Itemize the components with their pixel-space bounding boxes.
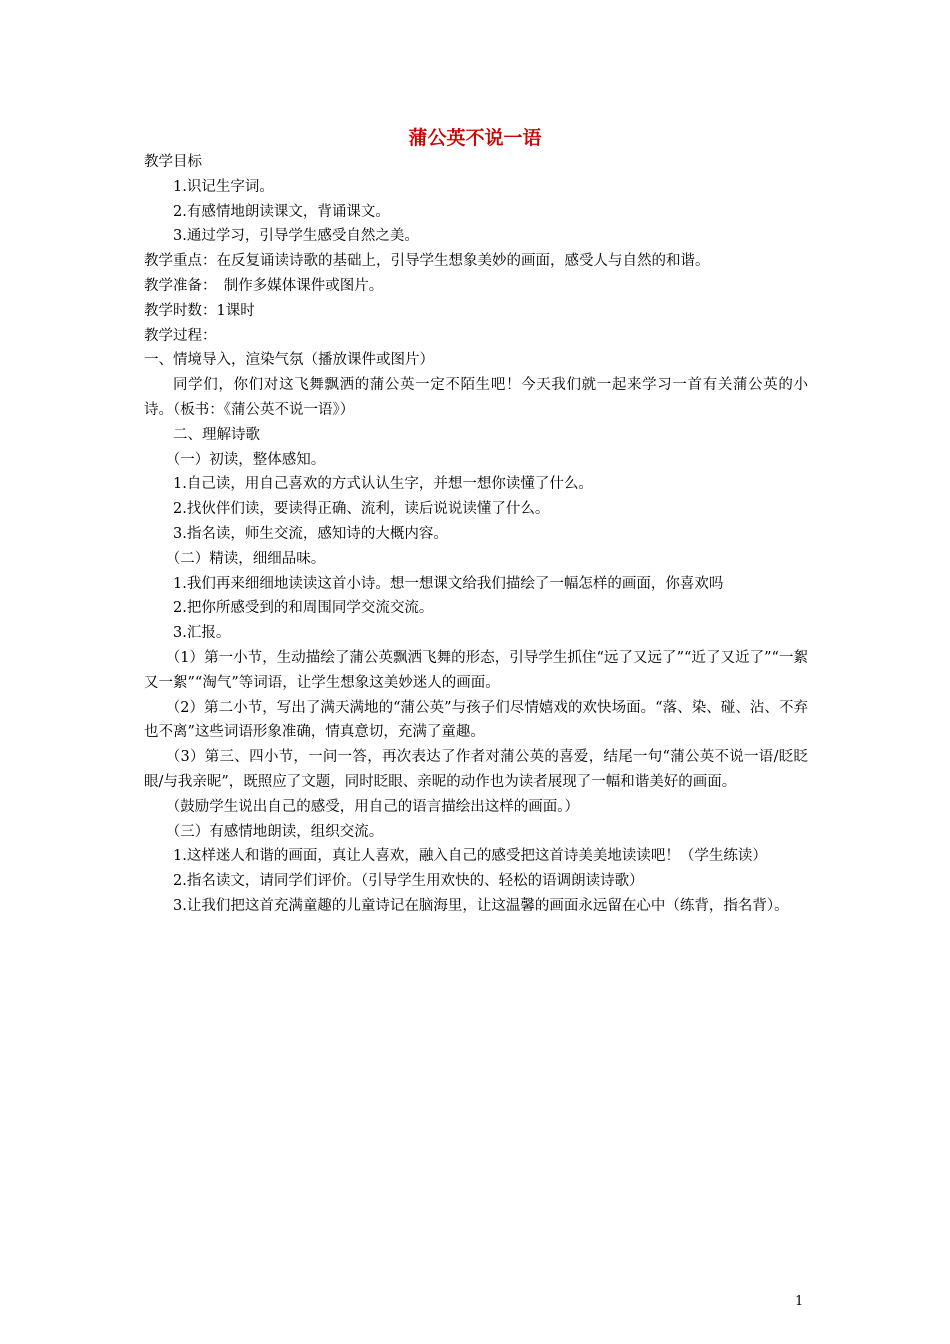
objective-item: 2.有感情地朗读课文，背诵课文。 — [173, 203, 390, 220]
list-item: 2.找伙伴们读，要读得正确、流利，读后说说读懂了什么。 — [173, 501, 550, 518]
sub-heading: （三）有感情地朗读，组织交流。 — [165, 823, 384, 840]
objective-item: 1.识记生字词。 — [173, 178, 274, 195]
paragraph: （鼓励学生说出自己的感受，用自己的语言描绘出这样的画面。） — [165, 798, 579, 815]
preparation-line: 教学准备： 制作多媒体课件或图片。 — [144, 277, 384, 294]
document-body — [144, 150, 808, 919]
sub-heading: （二）精读，细细品味。 — [165, 550, 326, 567]
document-title: 蒲公英不说一语 — [408, 127, 542, 149]
section-heading-process: 教学过程： — [144, 327, 217, 344]
list-item: 1.自己读，用自己喜欢的方式认认生字，并想一想你读懂了什么。 — [173, 476, 593, 493]
paragraph: （1）第一小节，生动描绘了蒲公英飘洒飞舞的形态，引导学生抓住“远了又远了”“近了又近了”“一絮又一絮”“淘气”等词语，让学生想象这美妙迷人的画面。 — [144, 649, 808, 691]
list-item: 2.指名读文，请同学们评价。（引导学生用欢快的、轻松的语调朗读诗歌） — [173, 873, 644, 890]
step-heading: 二、理解诗歌 — [173, 426, 260, 443]
list-item: 3.汇报。 — [173, 625, 231, 642]
list-item: 2.把你所感受到的和周围同学交流交流。 — [173, 600, 434, 617]
key-points-line: 教学重点：在反复诵读诗歌的基础上，引导学生想象美妙的画面，感受人与自然的和谐。 — [144, 253, 710, 270]
paragraph: 同学们，你们对这飞舞飘洒的蒲公英一定不陌生吧！今天我们就一起来学习一首有关蒲公英的小诗。（板书：《蒲公英不说一语》） — [144, 377, 808, 418]
list-item: 1.我们再来细细地读读这首小诗。想一想课文给我们描绘了一幅怎样的画面，你喜欢吗 — [173, 575, 724, 592]
page-number: 1 — [795, 1294, 804, 1309]
list-item: 3.指名读，师生交流，感知诗的大概内容。 — [173, 525, 448, 542]
step-heading: 一、情境导入，渲染气氛（播放课件或图片） — [144, 352, 434, 369]
section-heading-objectives: 教学目标 — [144, 154, 202, 170]
objective-item: 3.通过学习，引导学生感受自然之美。 — [173, 228, 419, 245]
sub-heading: （一）初读，整体感知。 — [165, 451, 326, 468]
paragraph: （3）第三、四小节，一问一答，再次表达了作者对蒲公英的喜爱，结尾一句“蒲公英不说一语/眨眨眼/与我亲昵”，既照应了文题，同时眨眼、亲昵的动作也为读者展现了一幅和谐美好的画面。 — [144, 749, 808, 790]
list-item: 3.让我们把这首充满童趣的儿童诗记在脑海里，让这温馨的画面永远留在心中（练背，指名背）。 — [173, 897, 789, 914]
paragraph: （2）第二小节，写出了满天满地的“蒲公英”与孩子们尽情嬉戏的欢快场面。“落、染、碰、沾、不弃也不离”这些词语形象准确，情真意切，充满了童趣。 — [144, 699, 808, 741]
class-hours-line: 教学时数：1课时 — [144, 302, 255, 319]
list-item: 1.这样迷人和谐的画面，真让人喜欢，融入自己的感受把这首诗美美地读读吧！（学生练读） — [173, 848, 767, 865]
